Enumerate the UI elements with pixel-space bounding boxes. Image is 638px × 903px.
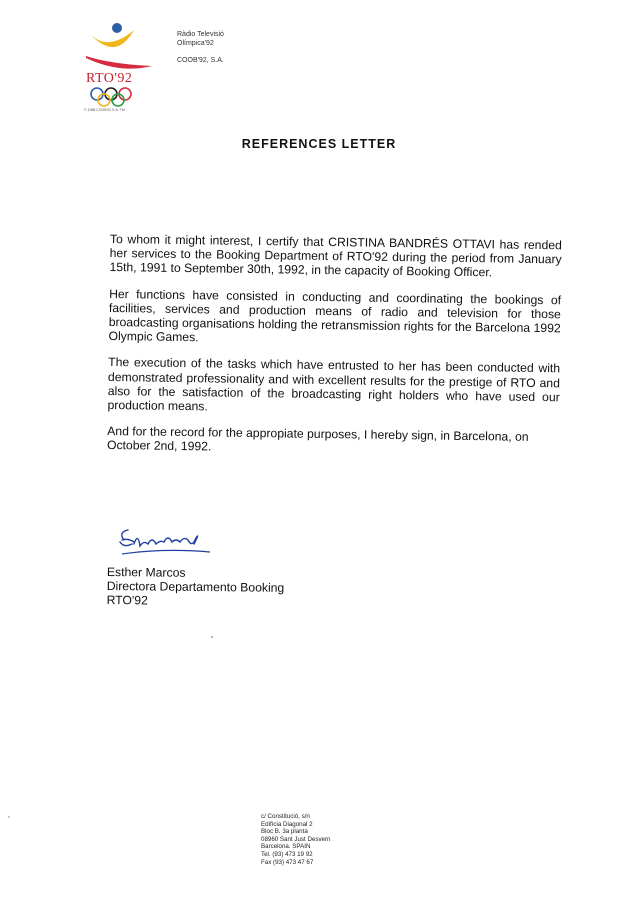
footer-address [261,813,330,866]
paragraph-functions: Her functions have consisted in conducting and coordinating the bookings of facilities, services and production means of radio and television for those broadcasting organisations holding the retransmission rights for the Barcelona 1992 Olympic Games. [108,286,562,345]
paragraph-execution: The execution of the tasks which have entrusted to her has been conducted with demonstrated professionality and with excellent results for the prestige of RTO and also for the satisfaction of the broadcasting right holders who have used our production means. [107,355,561,414]
organization-block [177,30,224,65]
org-name-line2: Olímpica'92 [177,40,214,47]
address-line: c/ Constitució, s/n [261,813,310,820]
signature-block [107,565,285,609]
scan-speck [8,816,10,818]
paragraph-closing: And for the record for the appropiate purposes, I hereby sign, in Barcelona, on October 2nd, 1992. [106,424,529,454]
handwritten-signature [114,518,214,566]
logo-copyright: © 1988 COOB'92 S.A. TM [84,108,125,112]
signer-position: Directora Departamento Booking [106,579,285,596]
paragraph-certification: To whom it might interest, I certify that CRISTINA BANDRÉS OTTAVI has rended her services to the Booking Department of RTO'92 during the period from January 15th, 1991 to September 30th, 1992, in the capacity of Booking Officer. [109,232,562,280]
letter-title: REFERENCES LETTER [241,137,397,151]
address-fax: Fax (93) 473 47 67 [261,858,314,866]
logo-head-dot [112,23,122,33]
logo-legs-stroke [86,56,152,69]
org-name-line1: Ràdio Televisió [177,31,224,38]
signer-name: Esther Marcos [106,565,186,580]
address-line: 08960 Sant Just Desvern [261,835,331,843]
address-line: Barcelona. SPAIN [261,843,311,851]
rto-brand-mark: RTO'92 [86,71,133,86]
address-line: Edifícia Diagonal 2 [261,820,313,828]
signer-organization: RTO'92 [106,593,148,608]
scan-speck [211,636,213,638]
logo-arms-stroke [90,30,134,47]
address-line: Bloc B. 3a planta [261,828,308,836]
org-company: COOB'92, S.A. [177,57,224,64]
letter-body [107,232,562,471]
address-phone: Tel. (93) 473 19 92 [261,850,313,858]
